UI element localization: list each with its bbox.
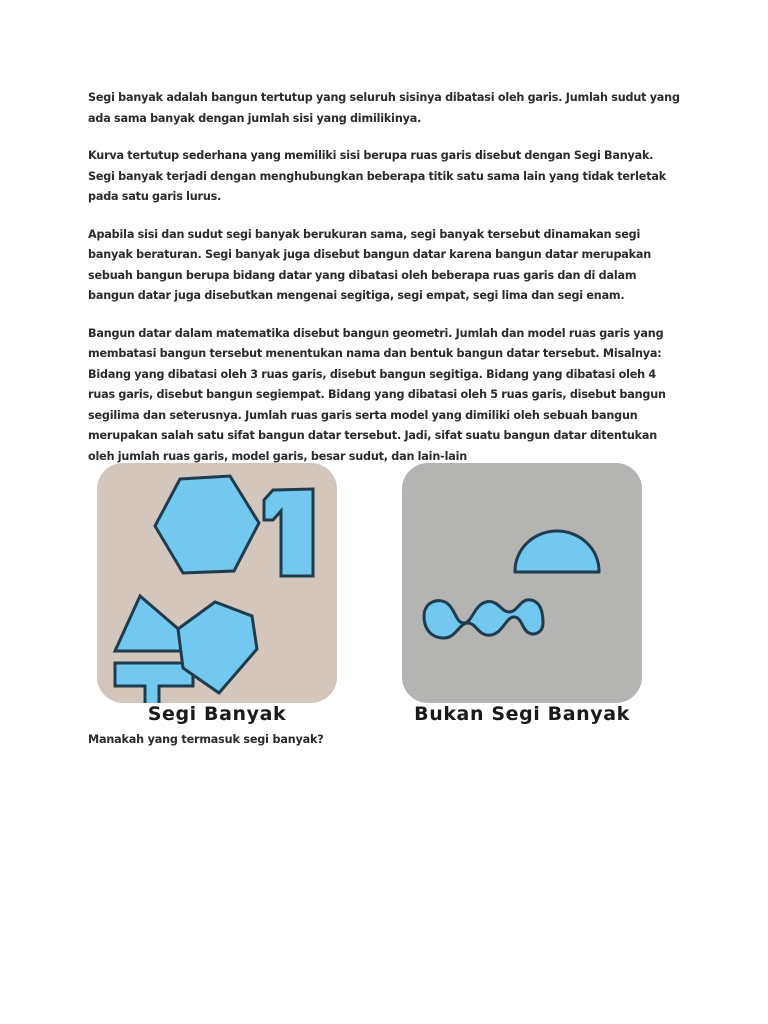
t-shape bbox=[115, 663, 193, 703]
figure-captions bbox=[97, 703, 662, 729]
paragraph-4: Bangun datar dalam matematika disebut bangun geometri. Jumlah dan model ruas garis yang membatasi bangun tersebut menentukan nama dan bentuk bangun datar tersebut. Misalnya: Bidang yang dibatasi oleh 3 ruas garis, disebut bangun segitiga. Bidang yang dibatasi oleh 4 ruas garis, disebut bangun segiempat. Bidang yang dibatasi oleh 5 ruas garis, disebut bangun segilima dan seterusnya. Jumlah ruas garis serta model yang dimiliki oleh sebuah bangun merupakan salah satu sifat bangun datar tersebut. Jadi, sifat suatu bangun datar ditentukan oleh jumlah ruas garis, model garis, besar sudut, dan lain-lain bbox=[88, 326, 666, 463]
semicircle-dome-shape bbox=[515, 531, 599, 572]
figure-illustration bbox=[97, 463, 662, 703]
question-text: Manakah yang termasuk segi banyak? bbox=[88, 733, 324, 746]
wavy-curved-shape bbox=[424, 600, 543, 638]
paragraph-1: Segi banyak adalah bangun tertutup yang seluruh sisinya dibatasi oleh garis. Jumlah sudut yang ada sama banyak dengan jumlah sisi yang dimilikinya. bbox=[88, 91, 680, 125]
hexagon-shape bbox=[155, 476, 259, 573]
caption-segi-banyak: Segi Banyak bbox=[147, 703, 287, 725]
panel-bukan-segi-banyak bbox=[402, 463, 642, 703]
arrow-flag-shape bbox=[264, 489, 313, 576]
panel-segi-banyak bbox=[97, 463, 337, 703]
caption-bukan-segi-banyak: Bukan Segi Banyak bbox=[414, 703, 630, 725]
article-body bbox=[88, 88, 680, 467]
paragraph-2: Kurva tertutup sederhana yang memiliki sisi berupa ruas garis disebut dengan Segi Banyak. Segi banyak terjadi dengan menghubungkan beberapa titik satu sama lain yang tidak terletak pada satu garis lurus. bbox=[88, 149, 666, 203]
paragraph-3: Apabila sisi dan sudut segi banyak berukuran sama, segi banyak tersebut dinamakan segi banyak beraturan. Segi banyak juga disebut bangun datar karena bangun datar merupakan sebuah bangun berupa bidang datar yang dibatasi oleh beberapa ruas garis dan di dalam bangun datar juga disebutkan mengenai segitiga, segi empat, segi lima dan segi enam. bbox=[88, 227, 652, 302]
